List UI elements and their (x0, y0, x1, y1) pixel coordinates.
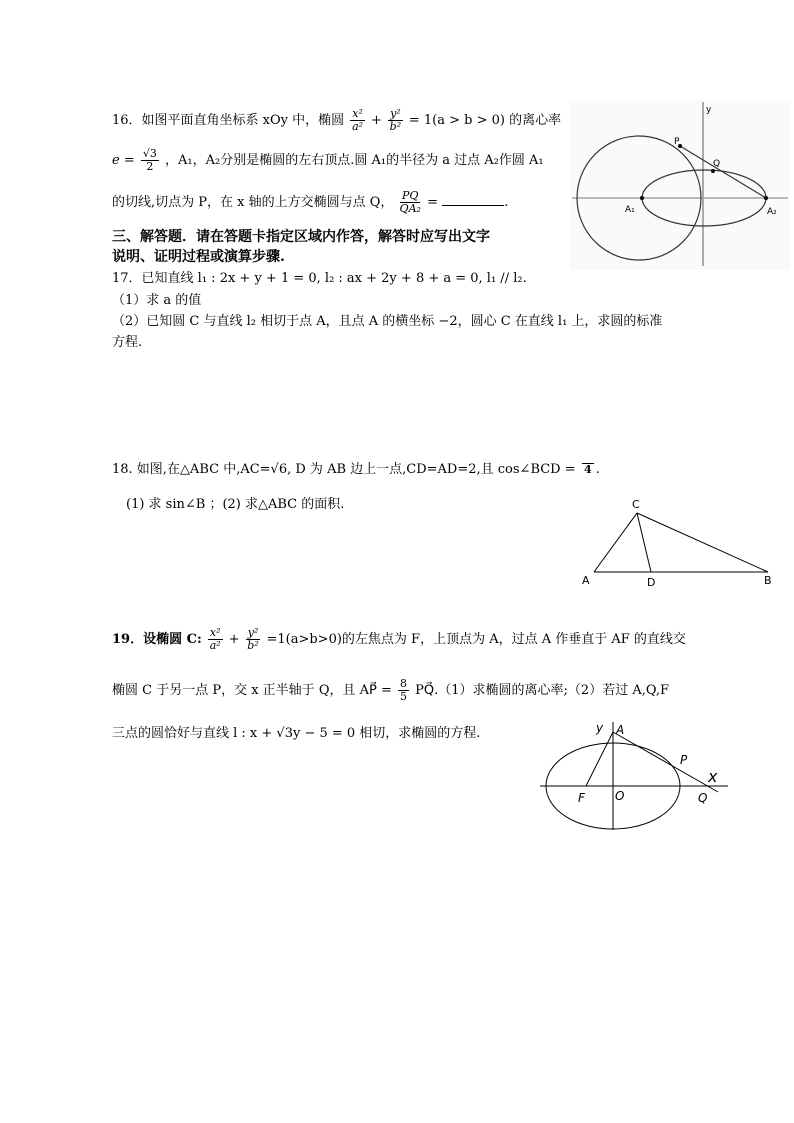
q16-line3: 的切线,切点为 P，在 x 轴的上方交椭圆与点 Q， $\frac{PQ}{\text{QA₂}}$ = . (112, 189, 509, 215)
q16-label-a2: A₂ (767, 207, 777, 217)
q16-line1-text: 16．如图平面直角坐标系 xOy 中，椭圆 (112, 113, 345, 128)
q19-frac-8-5: $\frac{8}{5}$ (400, 677, 408, 703)
q16-frac-e: $\frac{√3}{2}$ (142, 147, 157, 173)
q16-line2-text: ，A₁，A₂分别是椭圆的左右顶点.圆 A₁的半径为 a 过点 A₂作圆 A₁ (165, 153, 544, 168)
q18-label-c: C (632, 498, 640, 511)
q19-line3: 三点的圆恰好与直线 l : x + √3y − 5 = 0 相切，求椭圆的方程. (112, 726, 481, 741)
q18-line1-text: 18. 如图,在△ABC 中,AC=√6, D 为 AB 边上一点,CD=AD=2,且 cos∠BCD = (112, 462, 576, 477)
q18-segment-cd (637, 513, 651, 572)
q16-frac-pq: $\frac{PQ}{\text{QA₂}}$ (399, 189, 421, 215)
q16-line3-text: 的切线,切点为 P，在 x 轴的上方交椭圆与点 Q， (112, 195, 394, 210)
q19-label-p: P (680, 753, 688, 767)
q16-figure (570, 100, 790, 270)
q16-label-q: Q (713, 159, 721, 169)
q19-line2 (112, 678, 669, 703)
q18-figure (578, 494, 778, 590)
q18-side-ac (594, 513, 637, 572)
q17-part2: （2）已知圆 C 与直线 l₂ 相切于点 A，且点 A 的横坐标 −2，圆心 C 在直线 l₁ 上，求圆的标准 (112, 314, 663, 329)
q19-label-o: O (615, 789, 625, 803)
q18-line1: 18. 如图,在△ABC 中,AC=√6, D 为 AB 边上一点,CD=AD=2,且 cos∠BCD = 4 . (112, 462, 600, 477)
q19-figure (538, 716, 738, 834)
q16-label-a1: A₁ (625, 205, 635, 215)
q19-line1-prefix: 19．设椭圆 C: (112, 632, 202, 647)
q19-label-y: y (596, 721, 604, 735)
q19-segment-fa (586, 732, 613, 786)
q19-label-a: A (616, 723, 625, 737)
section3-heading-line1: 三、解答题．请在答题卡指定区域内作答，解答时应写出文字 (112, 229, 490, 245)
q16-label-p: P (674, 137, 680, 147)
q16-answer-blank[interactable] (442, 193, 504, 206)
q18-frac: 4 (582, 463, 594, 476)
section3-heading-line2: 说明、证明过程或演算步骤. (112, 249, 285, 265)
q17-line1: 17．已知直线 l₁ : 2x + y + 1 = 0, l₂ : ax + 2y + 8 + a = 0, l₁ // l₂. (112, 271, 527, 286)
q19-label-x: x (708, 767, 718, 786)
q19-label-q: Q (698, 791, 708, 805)
q16-line1: 16．如图平面直角坐标系 xOy 中，椭圆 $\frac{\text{x²}}{\text{a²}}$ + $\frac{\text{y²}}{\text{b²}}$ = 1(a > b > 0) 的离心率 (112, 107, 562, 133)
q16-point-q (711, 169, 715, 173)
q18-label-b: B (764, 574, 772, 587)
q16-point-a1 (640, 196, 644, 200)
q16-point-a2 (764, 196, 768, 200)
q19-frac-x: $\frac{\text{x²}}{\text{a²}}$ (209, 626, 221, 652)
q19-line2-prefix: 椭圆 C 于另一点 P，交 x 正半轴于 Q，且 AP⃗ = (112, 683, 392, 698)
q19-frac-y: $\frac{\text{y²}}{\text{b²}}$ (247, 626, 259, 652)
q17-part2-cont: 方程. (112, 335, 143, 350)
q17-part1: （1）求 a 的值 (112, 293, 202, 308)
q19-line2-tail: PQ⃗.（1）求椭圆的离心率;（2）若过 A,Q,F (415, 683, 670, 698)
q19-segment-aq (613, 732, 718, 792)
q16-frac-y: $\frac{\text{y²}}{\text{b²}}$ (389, 107, 402, 133)
q18-label-d: D (647, 576, 656, 589)
q16-line1-tail: = 1(a > b > 0) 的离心率 (408, 113, 562, 128)
q16-label-y: y (706, 105, 712, 115)
q16-frac-x: $\frac{\text{x²}}{\text{a²}}$ (352, 107, 364, 133)
q18-line2: (1) 求 sin∠B ；(2) 求△ABC 的面积. (126, 497, 345, 512)
q18-label-a: A (582, 574, 590, 587)
q18-side-cb (637, 513, 768, 572)
q19-line1: 19．设椭圆 C: $\frac{\text{x²}}{\text{a²}}$ + $\frac{\text{y²}}{\text{b²}}$ =1(a>b>0)的左焦点为 F，上顶点为 A，过点 A 作垂直于 AF 的直线交 (112, 626, 686, 652)
q19-label-f: F (578, 791, 585, 805)
q19-line1-tail: =1(a>b>0)的左焦点为 F，上顶点为 A，过点 A 作垂直于 AF 的直线交 (266, 632, 686, 647)
q16-line2: e = $\frac{√3}{2}$ ，A₁，A₂分别是椭圆的左右顶点.圆 A₁的半径为 a 过点 A₂作圆 A₁ (112, 147, 544, 173)
